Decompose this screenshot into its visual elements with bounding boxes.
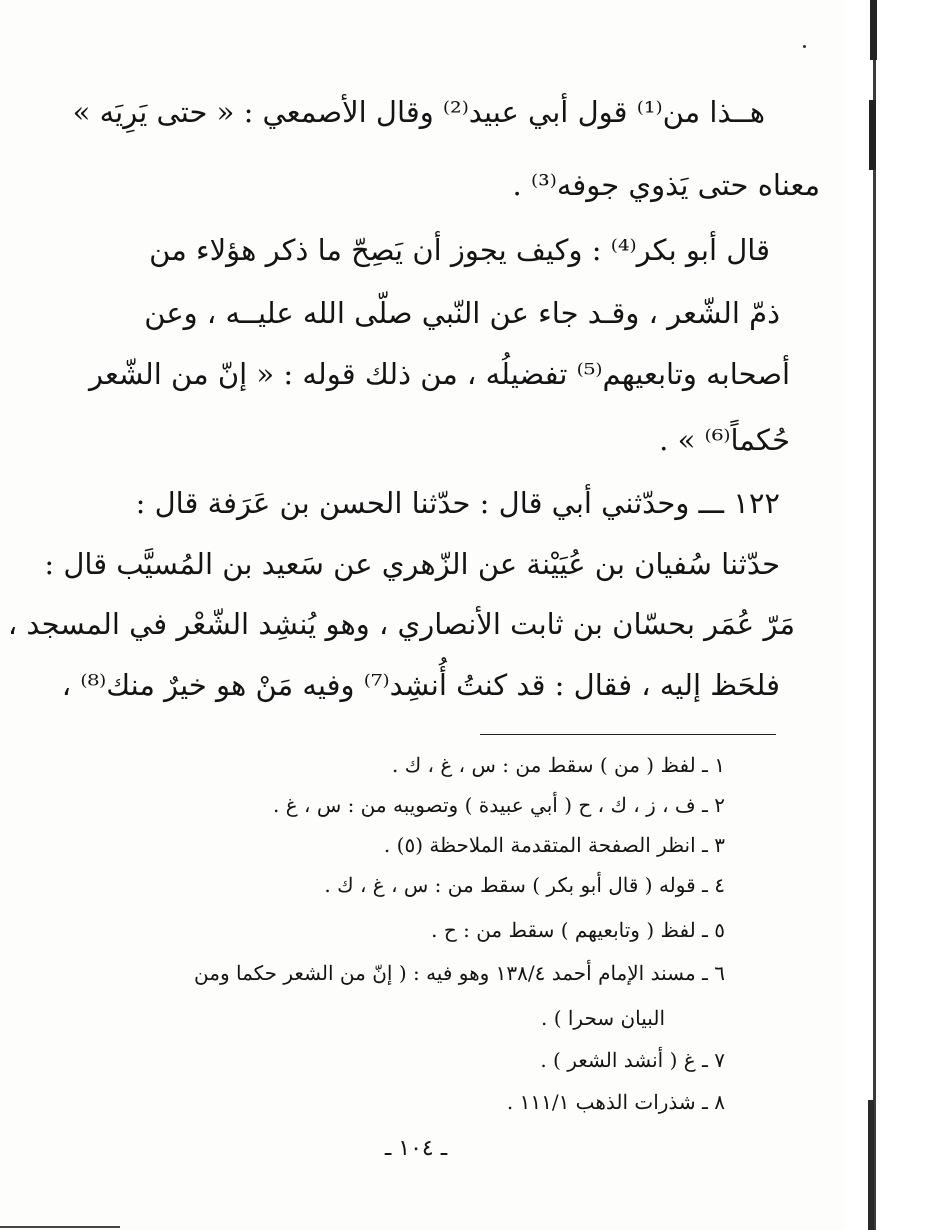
body-line: حدّثنا سُفيان بن عُيَيْنة عن الزّهري عن سَعيد بن المُسيَّب قال : [44,547,780,581]
footnote: ٦ ـ مسند الإمام أحمد ١٣٨/٤ وهو فيه : ( إنّ من الشعر حكما ومن [194,961,725,985]
body-line: حُكماً⁽⁶⁾ » . [659,423,790,457]
scan-edge-line [870,0,877,60]
scan-edge-line [869,100,876,170]
body-line: أصحابه وتابعيهم⁽⁵⁾ تفضيلُه ، من ذلك قوله : « إنّ من الشّعر [89,357,790,391]
body-line: ذمّ الشّعر ، وقـد جاء عن النّبي صلّى الله عليــه ، وعن [144,296,780,330]
footnote: ١ ـ لفظ ( من ) سقط من : س ، غ ، ك . [392,753,725,777]
footnote-separator [480,734,776,735]
footnote: البيان سحرا ) . [541,1006,665,1030]
body-line: فلحَظ إليه ، فقال : قد كنتُ أُنشِد⁽⁷⁾ وفيه مَنْ هو خيرٌ منك⁽⁸⁾ ، [61,668,780,702]
footnote: ٤ ـ قوله ( قال أبو بكر ) سقط من : س ، غ ، ك . [324,873,725,897]
footnote: ٣ ـ انظر الصفحة المتقدمة الملاحظة (٥) . [383,833,725,857]
scan-edge-line [0,1226,120,1228]
body-line: مَرّ عُمَر بحسّان بن ثابت الأنصاري ، وهو يُنشِد الشّعْر في المسجد ، [7,607,795,641]
scan-edge-line [873,0,876,1230]
footnote: ٧ ـ غ ( أنشد الشعر ) . [540,1048,725,1072]
page-number: ـ ١٠٤ ـ [384,1136,448,1161]
body-line: معناه حتى يَذوي جوفه⁽³⁾ . [512,168,820,202]
body-line: ١٢٢ ـــ وحدّثني أبي قال : حدّثنا الحسن بن عَرَفة قال : [135,486,780,520]
footnote: ٢ ـ ف ، ز ، ك ، ح ( أبي عبيدة ) وتصويبه من : س ، غ . [273,793,725,817]
body-line: هــذا من⁽¹⁾ قول أبي عبيد⁽²⁾ وقال الأصمعي : « حتى يَرِيَه » [72,95,765,129]
footnote: ٨ ـ شذرات الذهب ١١١/١ . [506,1090,725,1114]
footnote: ٥ ـ لفظ ( وتابعيهم ) سقط من : ح . [431,918,725,942]
scan-edge-line [868,1100,874,1230]
scan-edge [844,0,930,1230]
body-line: قال أبو بكر⁽⁴⁾ : وكيف يجوز أن يَصِحّ ما ذكر هؤلاء من [149,233,770,267]
scan-speck [803,45,806,48]
